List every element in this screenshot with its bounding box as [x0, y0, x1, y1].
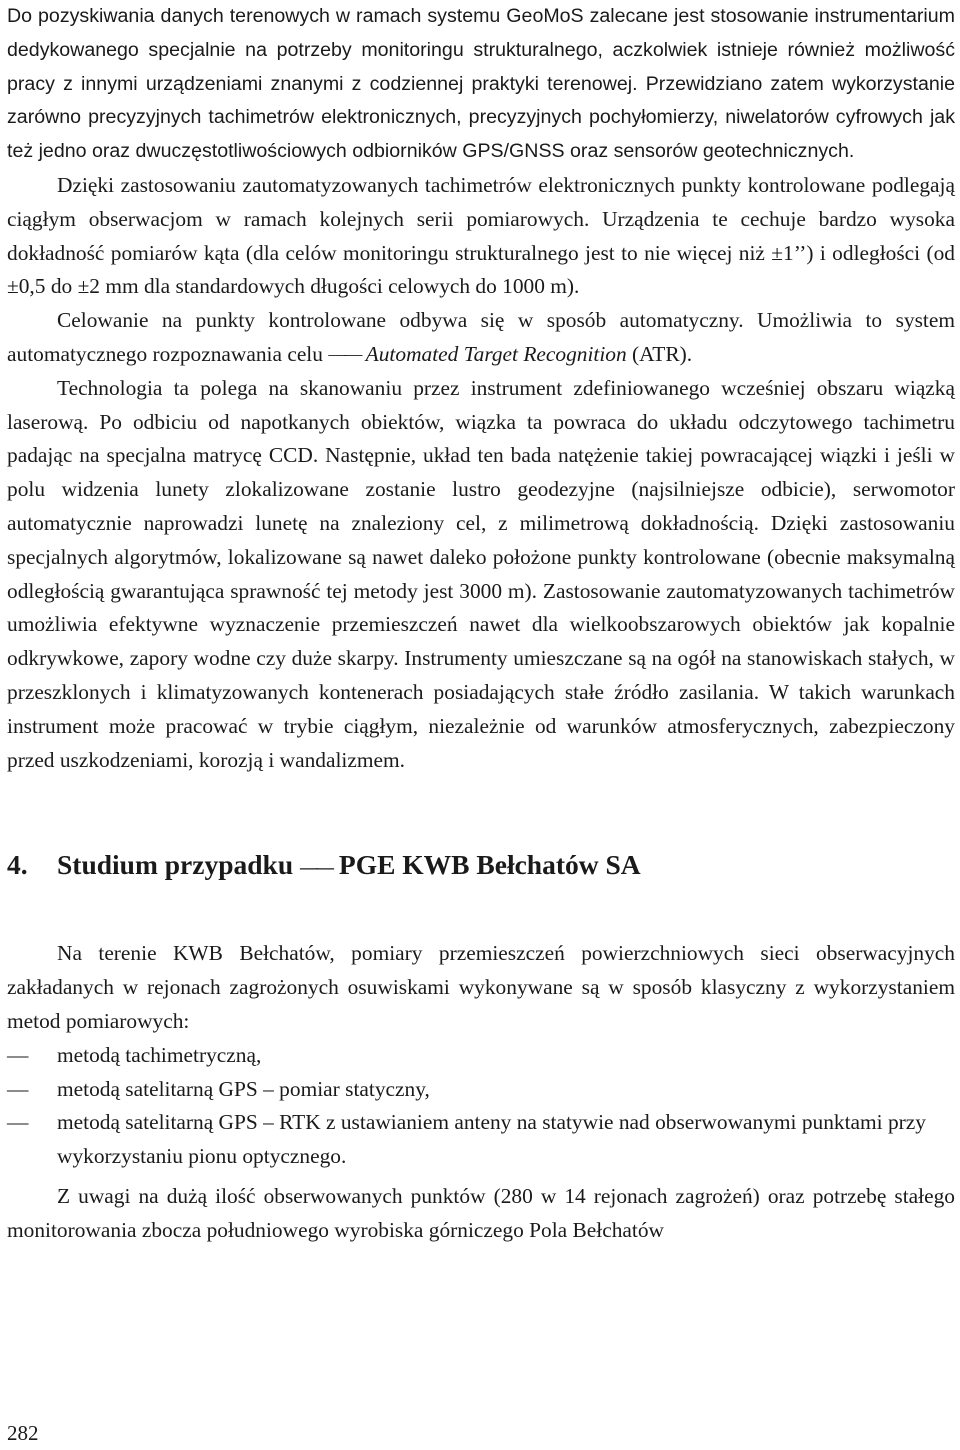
list-dash: —: [7, 1076, 29, 1101]
heading-dash: ——: [300, 857, 333, 878]
section-title-after: PGE KWB Bełchatów SA: [332, 849, 641, 881]
list-dash: —: [7, 1110, 29, 1135]
list-item: [7, 1106, 955, 1174]
paragraph-atr: [7, 304, 955, 372]
paragraph-technology: Technologia ta polega na skanowaniu przez instrument zdefiniowanego wcześniej obszaru wiązką laserową. Po odbiciu od napotkanych obiektów, wiązka ta powraca do układu odczytowego tachimetru padając na specjalna matrycę CCD. Następnie, układ ten bada natężenie takiej powracającej wiązki i jeśli w polu widzenia lunety zlokalizowane zostanie lustro geodezyjne (najsilniejsze odbicie), serwomotor automatycznie naprowadzi lunetę na znaleziony cel, z milimetrową dokładnością. Dzięki zastosowaniu specjalnych algorytmów, lokalizowane są nawet daleko położone punkty kontrolowane (obecnie maksymalną odległością gwarantująca sprawność tej metody jest 3000 m). Zastosowanie zautomatyzowanych tachimetrów umożliwia efektywne wyznaczenie przemieszczeń nawet dla wielkoobszarowych obiektów jak kopalnie odkrywkowe, zapory wodne czy duże skarpy. Instrumenty umieszczane są na ogół na stanowiskach stałych, w przeszklonych i klimatyzowanych kontenerach posiadających stałe źródło zasilania. W takich warunkach instrument może pracować w trybie ciągłym, niezależnie od warunków atmosferycznych, zabezpieczony przed uszkodzeniami, korozją i wandalizmem.: [7, 375, 955, 772]
atr-text-before: Celowanie na punkty kontrolowane odbywa się w sposób automatyczny. Umożliwia to system automatycznego rozpoznawania celu: [7, 308, 955, 366]
page-number: 282: [7, 1421, 39, 1445]
paragraph-geomos-instruments: Do pozyskiwania danych terenowych w ramach systemu GeoMoS zalecane jest stosowanie instrumentarium dedykowanego specjalnie na potrzeby monitoringu strukturalnego, aczkolwiek istnieje również możliwość pracy z innymi urządzeniami znanymi z codziennej praktyki terenowej. Przewidziano zatem wykorzystanie zarówno precyzyjnych tachimetrów elektronicznych, precyzyjnych pochyłomierzy, niwelatorów cyfrowych jak też jedno oraz dwuczęstotliwościowych odbiorników GPS/GNSS oraz sensorów geotechnicznych.: [7, 5, 955, 163]
section-heading: [7, 845, 955, 887]
atr-italic-term: Automated Target Recognition: [365, 341, 627, 366]
section-title-before: Studium przypadku: [57, 849, 301, 881]
list-item-text: metodą satelitarną GPS – pomiar statyczny,: [57, 1076, 430, 1101]
paragraph-automated-tachymeters: Dzięki zastosowaniu zautomatyzowanych tachimetrów elektronicznych punkty kontrolowane podlegają ciągłym obserwacjom w ramach kolejnych serii pomiarowych. Urządzenia te cechuje bardzo wysoka dokładność pomiarów kąta (dla celów monitoringu strukturalnego jest to nie więcej niż ±1’’) i odległości (od ±0,5 do ±2 mm dla standardowych długości celowych do 1000 m).: [7, 172, 955, 299]
list-item: [7, 1073, 955, 1107]
section-number: 4.: [7, 849, 28, 881]
atr-text-after: (ATR).: [626, 341, 693, 366]
list-item-text: metodą satelitarną GPS – RTK z ustawianiem anteny na statywie nad obserwowanymi punktami przy wykorzystaniu pionu optycznego.: [57, 1110, 926, 1169]
list-item: [7, 1039, 955, 1073]
methods-list: [7, 1039, 955, 1174]
list-dash: —: [7, 1042, 29, 1067]
list-item-text: metodą tachimetryczną,: [57, 1042, 262, 1067]
paragraph-monitoring-need: Z uwagi na dużą ilość obserwowanych punktów (280 w 14 rejonach zagrożeń) oraz potrzebę stałego monitorowania zbocza południowego wyrobiska górniczego Pola Bełchatów: [7, 1183, 955, 1242]
em-dash: ——: [328, 343, 361, 364]
page-content: [7, 0, 955, 1248]
paragraph-kwb-intro: Na terenie KWB Bełchatów, pomiary przemieszczeń powierzchniowych sieci obserwacyjnych zakładanych w rejonach zagrożonych osuwiskami wykonywane są w sposób klasyczny z wykorzystaniem metod pomiarowych:: [7, 941, 955, 1033]
